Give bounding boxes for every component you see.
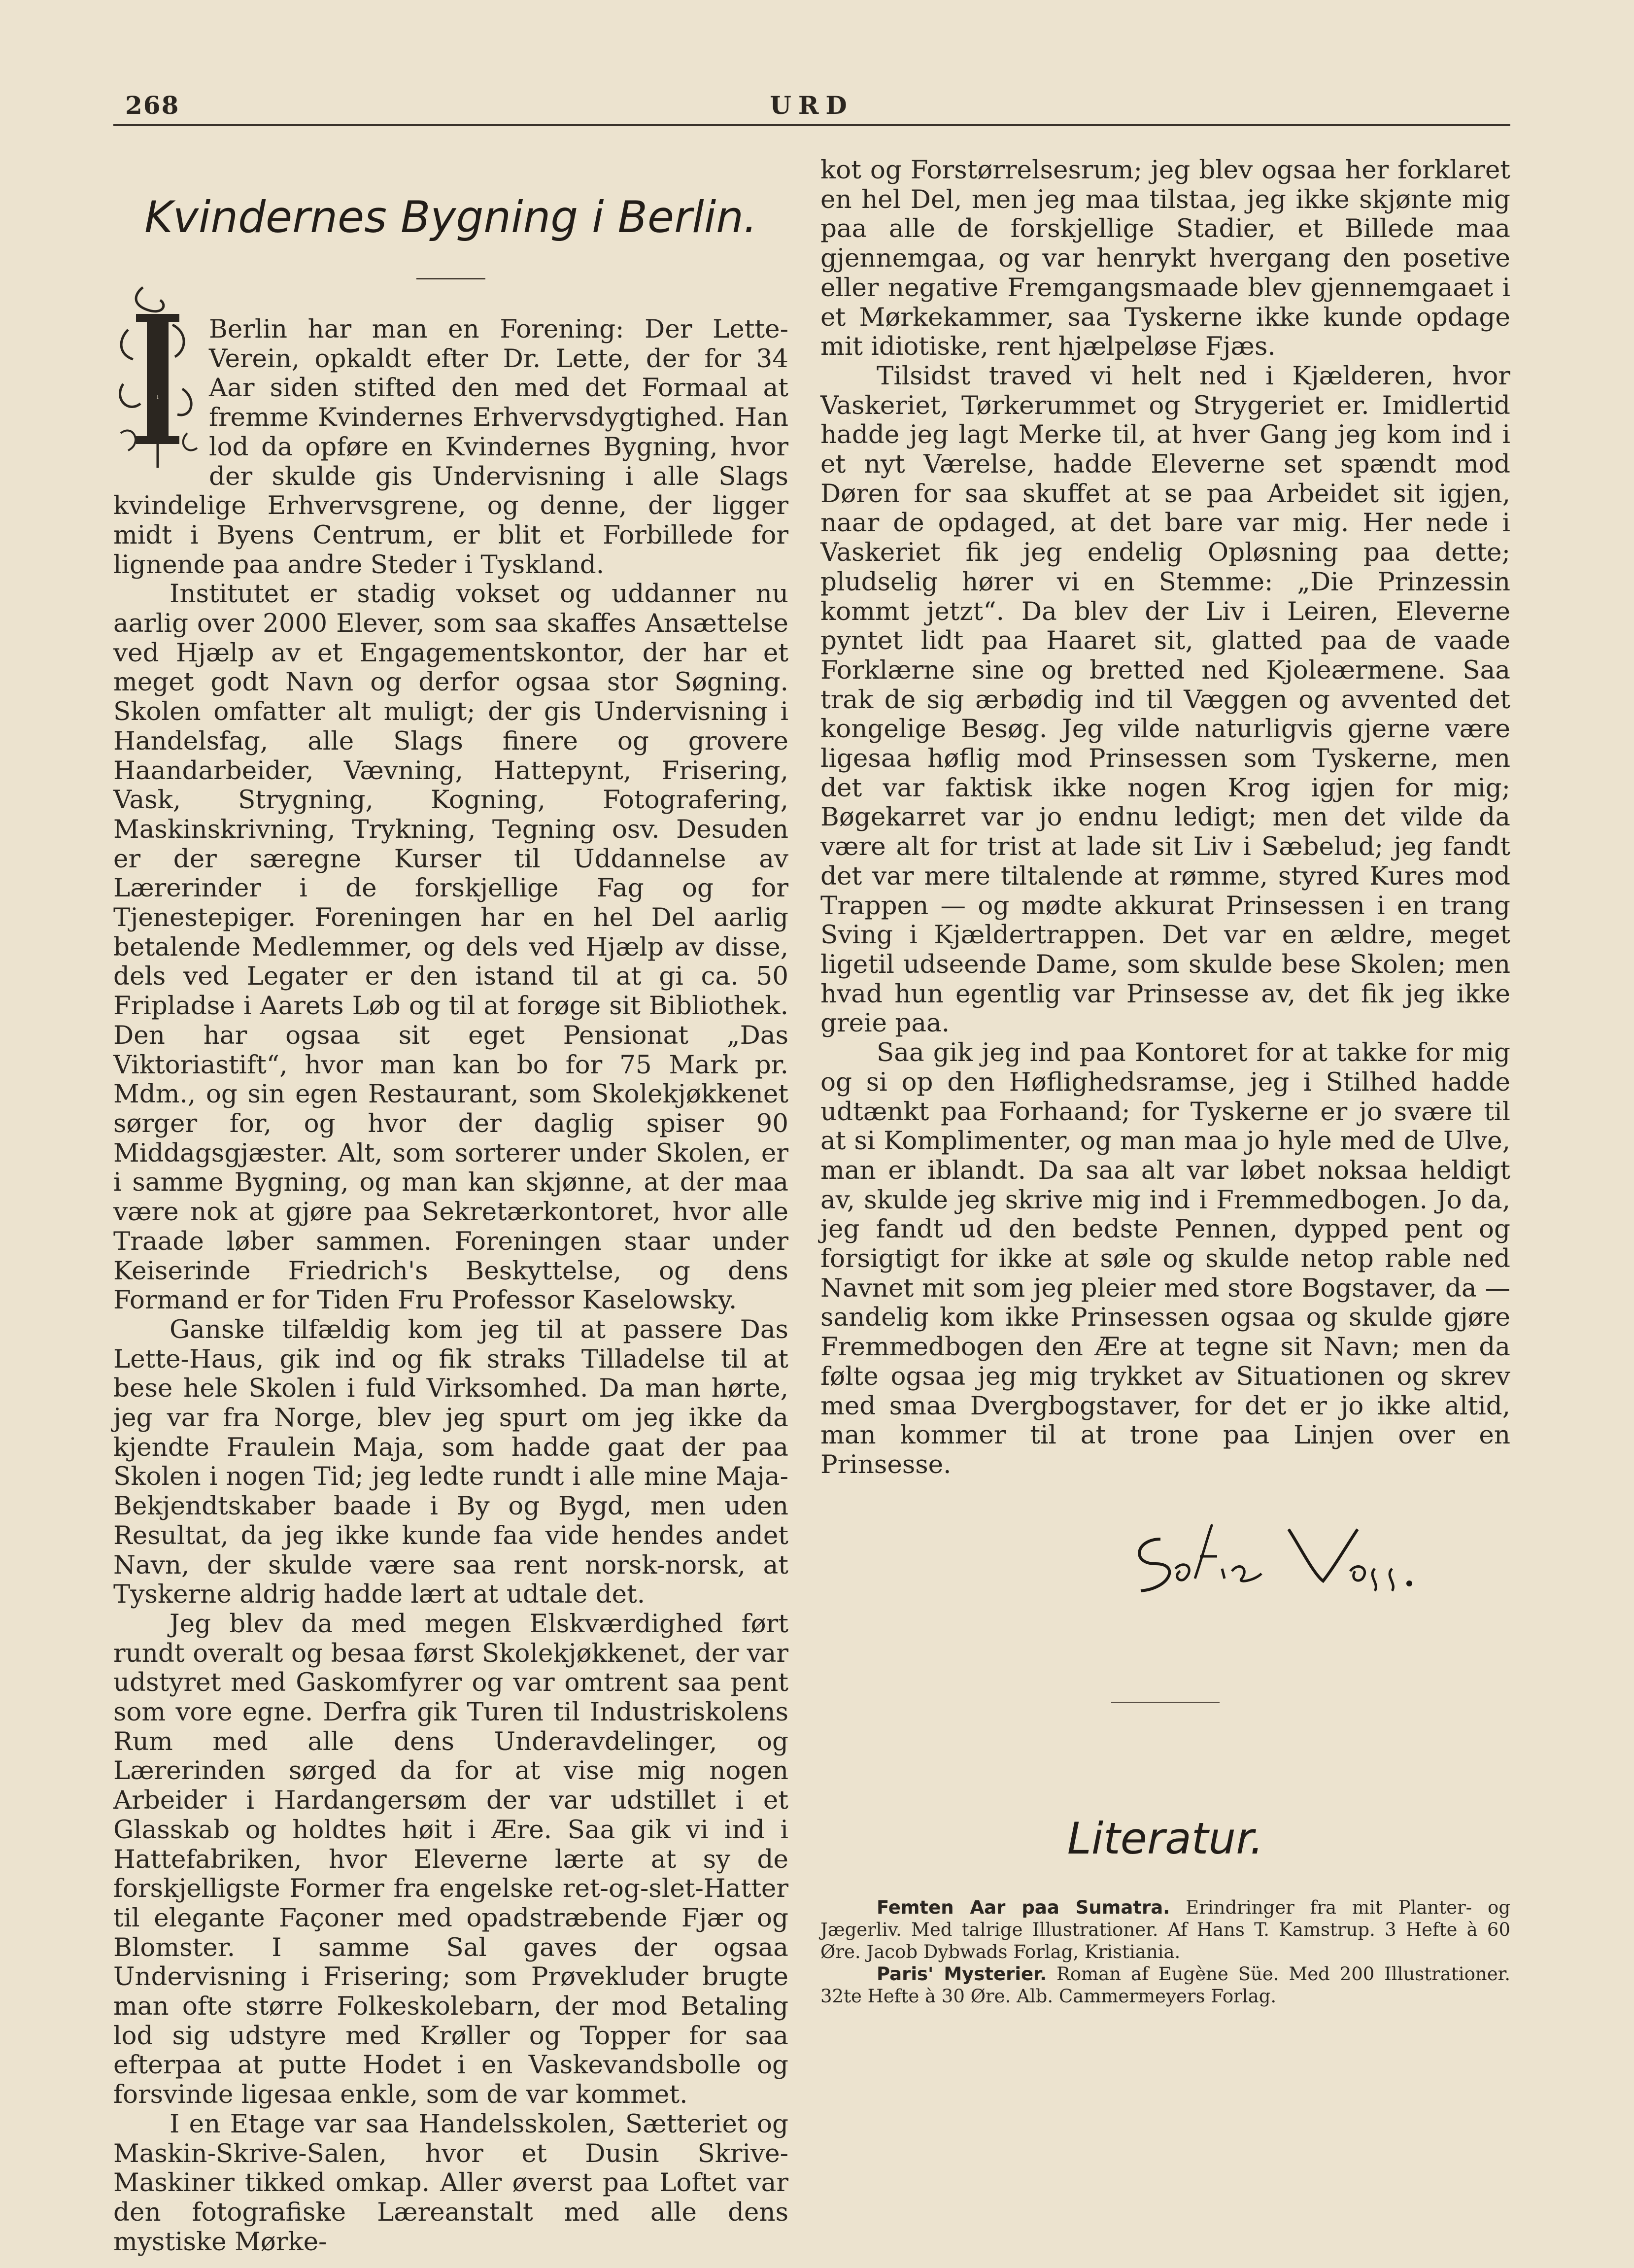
article-paragraph: Tilsidst traved vi helt ned i Kjælderen, hvor Vaskeriet, Tørkerummet og Strygeriet er. Imidlertid hadde jeg lagt Merke til, at hver Gang jeg kom ind i et nyt Værelse, hadde Eleverne set spændt mod Døren for saa skuffet at se paa Arbeidet sit igjen, naar de opdaged, at det bare var mig. Her nede i Vaskeriet fik jeg endelig Opløsning paa dette; pludselig hører vi en Stemme: „Die Prinzessin kommt jetzt“. Da blev der Liv i Leiren, Eleverne pyntet lidt paa Haaret sit, glatted paa de vaade Forklærne sine og bretted ned Kjoleærmene. Saa trak de sig ærbødig ind til Væggen og avvented det kongelige Besøg. Jeg vilde naturligvis gjerne være ligesaa høflig mod Prinsessen som Tyskerne, men det var faktisk ikke nogen Krog igjen for mig; Bøgekarret var jo endnu ledigt; men det vilde da være alt for trist at lade sit Liv i Sæbelud; jeg fandt det var mere tiltalende at rømme, styred Kures mod Trappen — og mødte akkurat Prinsessen i en trang Sving i Kjældertrappen. Det var en ældre, meget ligetil udseende Dame, som skulde bese Skolen; men hvad hun egentlig var Prinsesse av, det fik jeg ikke greie paa. [820,361,1510,1038]
literature-title: Literatur. [1067,1813,1264,1864]
literature-entry [820,1963,1510,2007]
drop-cap-initial [113,285,202,469]
article-paragraph: Berlin har man en Forening: Der Lette-Verein, opkaldt efter Dr. Lette, der for 34 Aar siden stifted den med det Formaal at fremme Kvindernes Erhvervsdygtighed. Han lod da opføre en Kvindernes Bygning, hvor der skulde gis Undervisning i alle Slags kvindelige Erhvervsgrene, og denne, der ligger midt i Byens Centrum, er blit et Forbillede for lignende paa andre Steder i Tyskland. [113,314,788,580]
page-number: 268 [125,91,180,120]
article-paragraph: Ganske tilfældig kom jeg til at passere Das Lette-Haus, gik ind og fik straks Tilladelse til at bese hele Skolen i fuld Virksomhed. Da man hørte, jeg var fra Norge, blev jeg spurt om jeg ikke da kjendte Fraulein Maja, som hadde gaat der paa Skolen i nogen Tid; jeg ledte rundt i alle mine Maja-Bekjendtskaber baade i By og Bygd, men uden Resultat, da jeg ikke kunde faa vide hendes andet Navn, der skulde være saa rent norsk-norsk, at Tyskerne aldrig hadde lært at udtale det. [113,1314,788,1610]
article-paragraph: kot og Forstørrelsesrum; jeg blev ogsaa her forklaret en hel Del, men jeg maa tilstaa, jeg ikke skjønte mig paa alle de forskjellige Stadier, et Billede maa gjennemgaa, og var henrykt hvergang den posetive eller negative Fremgangsmaade blev gjennemgaaet i et Mørkekammer, saa Tyskerne ikke kunde opdage mit idiotiske, rent hjælpeløse Fjæs. [820,155,1510,362]
author-signature [820,1480,1510,1628]
section-divider [1111,1702,1220,1703]
literature-book-details: Erindringer fra mit Planter- og Jægerliv. Med talrige Illustrationer. Af Hans T. Kamstrup. 3 Hefte à 60 Øre. Jacob Dybwads Forlag, Kristiania. [820,1896,1511,1962]
title-divider [416,278,485,279]
article-paragraph: Institutet er stadig vokset og uddanner nu aarlig over 2000 Elever, som saa skaffes Ansættelse ved Hjælp av et Engagementskontor, der har et meget godt Navn og derfor ogsaa stor Søgning. Skolen omfatter alt muligt; der gis Undervisning i Handelsfag, alle Slags finere og grovere Haandarbeider, Vævning, Hattepynt, Frisering, Vask, Strygning, Kogning, Fotografering, Maskinskrivning, Trykning, Tegning osv. Desuden er der særegne Kurser til Uddannelse av Lærerinder i de forskjellige Fag og for Tjenestepiger. Foreningen har en hel Del aarlig betalende Medlemmer, og dels ved Hjælp av disse, dels ved Legater er den istand til at gi ca. 50 Fripladse i Aarets Løb og til at forøge sit Bibliothek. Den har ogsaa sit eget Pensionat „Das Viktoriastift“, hvor man kan bo for 75 Mark pr. Mdm., og sin egen Restaurant, som Skolekjøkkenet sørger for, og hvor der daglig spiser 90 Middagsgjæster. Alt, som sorterer under Skolen, er i samme Bygning, og man kan skjønne, at der maa være nok at gjøre paa Sekretærkontoret, hvor alle Traade løber sammen. Foreningen staar under Keiserinde Friedrich's Beskyttelse, og dens Formand er for Tiden Fru Professor Kaselowsky. [113,579,788,1315]
article-title: Kvindernes Bygning i Berlin. [144,192,757,242]
article-paragraph: Jeg blev da med megen Elskværdighed ført rundt overalt og besaa først Skolekjøkkenet, der var udstyret med Gaskomfyrer og var omtrent saa pent som vore egne. Derfra gik Turen til Industriskolens Rum med alle dens Underavdelinger, og Lærerinden sørged da for at vise mig nogen Arbeider i Hardangersøm der var udstillet i et Glasskab og holdtes høit i Ære. Saa gik vi ind i Hattefabriken, hvor Eleverne lærte at sy de forskjelligste Former fra engelske ret-og-slet-Hatter til elegante Façoner med opadstræbende Fjær og Blomster. I samme Sal gaves der ogsaa Undervisning i Frisering; som Prøvekluder brugte man ofte større Folkeskolebarn, der mod Betaling lod sig udstyre med Krøller og Topper for saa efterpaa at putte Hodet i en Vaskevandsbolle og forsvinde ligesaa enkle, som de var kommet. [113,1609,788,2110]
literature-book-title: Femten Aar paa Sumatra. [877,1896,1170,1918]
literature-entry [820,1896,1510,1963]
literature-book-details: Roman af Eugène Süe. Med 200 Illustrationer. 32te Hefte à 30 Øre. Alb. Cammermeyers Forlag. [820,1963,1510,2007]
drop-cap-letter: I [157,395,159,400]
running-title: URD [770,91,854,120]
page-header [113,85,1510,126]
literature-book-title: Paris' Mysterier. [877,1963,1047,1985]
article-paragraph: Saa gik jeg ind paa Kontoret for at takke for mig og si op den Høflighedsramse, jeg i Stilhed hadde udtænkt paa Forhaand; for Tyskerne er jo svære til at si Komplimenter, og man maa jo hyle med de Ulve, man er iblandt. Da saa alt var løbet noksaa heldigt av, skulde jeg skrive mig ind i Fremmedbogen. Jo da, jeg fandt ud den bedste Pennen, dypped pent og forsigtigt for ikke at søle og skulde netop rable ned Navnet mit som jeg pleier med store Bogstaver, da — sandelig kom ikke Prinsessen ogsaa og skulde gjøre Fremmedbogen den Ære at tegne sit Navn; men da følte ogsaa jeg mig trykket av Situationen og skrev med smaa Dvergbogstaver, for det er jo ikke altid, man kommer til at trone paa Linjen over en Prinsesse. [820,1038,1510,1479]
signature-image [1126,1510,1431,1608]
left-column [113,156,788,2257]
right-column [820,156,1510,2007]
signature-text [820,1480,823,1510]
article-paragraph: I en Etage var saa Handelsskolen, Sætteriet og Maskin-Skrive-Salen, hvor et Dusin Skrive-Maskiner tikked omkap. Aller øverst paa Loftet var den fotografiske Læreanstalt med alle dens mystiske Mørke- [113,2109,788,2257]
